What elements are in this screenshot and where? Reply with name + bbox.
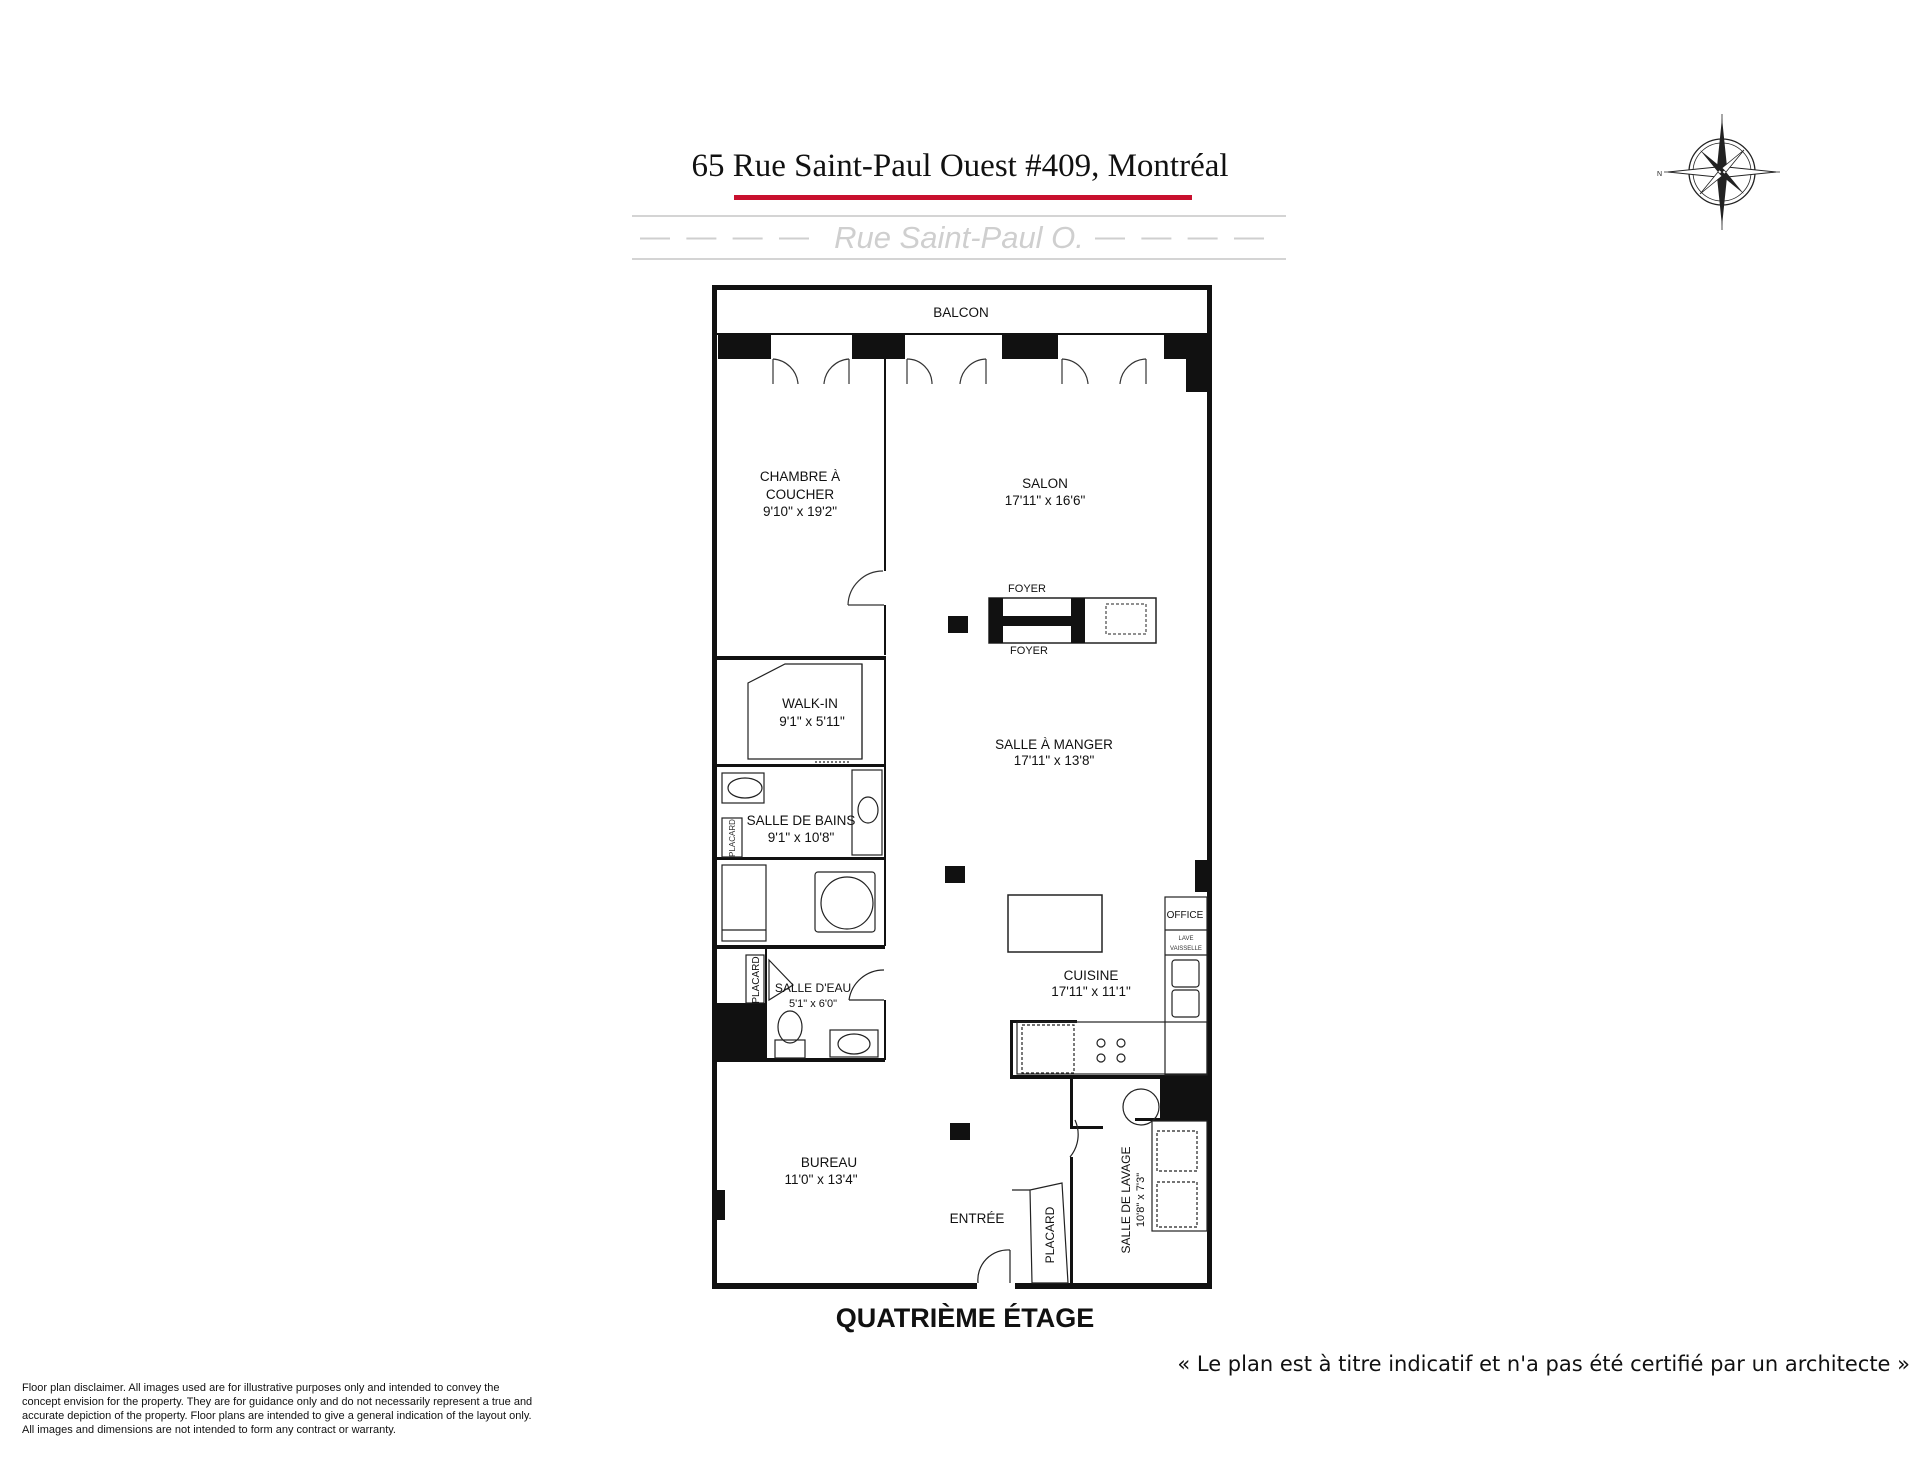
street-dashes-left: — — — — <box>640 220 814 253</box>
room-name-salon: SALON <box>1022 476 1068 491</box>
certification-note: « Le plan est à titre indicatif et n'a pas été certifié par un architecte » <box>1177 1352 1910 1376</box>
disclaimer-line: All images and dimensions are not intended to form any contract or warranty. <box>22 1424 396 1436</box>
room-name-salle-de-bains: SALLE DE BAINS <box>746 813 856 828</box>
room-name-salle-a-manger: SALLE À MANGER <box>995 737 1113 752</box>
room-name-salle-de-lavage: SALLE DE LAVAGE <box>1119 1146 1133 1254</box>
room-name-placard-entree: PLACARD <box>1043 1206 1057 1264</box>
room-name-balcon: BALCON <box>933 305 989 320</box>
room-name-placard-bains: PLACARD <box>728 819 737 857</box>
room-name-lave-vaisselle-line2: VAISSELLE <box>1170 946 1202 952</box>
disclaimer-line: accurate depiction of the property. Floor plans are intended to give a general indication of the layout only. <box>22 1410 532 1422</box>
balcony-wall <box>712 333 1212 392</box>
room-dims-bureau: 11'0" x 13'4" <box>784 1172 858 1187</box>
bathroom-fixtures <box>722 770 882 941</box>
room-name-chambre-line2: COUCHER <box>765 487 835 502</box>
entrance-area <box>978 1120 1078 1283</box>
room-dims-cuisine: 17'11" x 11'1" <box>1051 984 1131 999</box>
floor-name: QUATRIÈME ÉTAGE <box>835 1303 1095 1333</box>
disclaimer-line: Floor plan disclaimer. All images used are for illustrative purposes only and intended to convey the <box>22 1382 500 1394</box>
room-name-walk-in: WALK-IN <box>782 696 838 711</box>
room-name-foyer-bottom: FOYER <box>1010 645 1048 657</box>
street-label: Rue Saint-Paul O. <box>834 220 1084 255</box>
room-name-lave-vaisselle-line1: LAVE <box>1178 936 1194 942</box>
room-dims-chambre: 9'10" x 19'2" <box>762 504 838 519</box>
room-name-entree: ENTRÉE <box>949 1211 1005 1226</box>
room-name-cuisine: CUISINE <box>1063 968 1119 983</box>
room-name-bureau: BUREAU <box>800 1155 858 1170</box>
disclaimer-line: concept envision for the property. They are for guidance only and do not necessarily represent a true and <box>22 1396 533 1408</box>
balcony-doors <box>773 359 1146 384</box>
walk-in-closet <box>748 664 862 762</box>
structural-pillars <box>945 616 970 1140</box>
room-dims-salle-deau: 5'1" x 6'0" <box>788 998 838 1010</box>
room-name-placard-eau: PLACARD <box>751 956 762 1004</box>
fireplace <box>989 598 1156 643</box>
room-dims-walk-in: 9'1" x 5'11" <box>779 714 845 729</box>
room-name-foyer-top: FOYER <box>1008 583 1046 595</box>
room-dims-salle-a-manger: 17'11" x 13'8" <box>1013 753 1095 768</box>
room-name-chambre-line1: CHAMBRE À <box>759 469 841 484</box>
room-name-salle-deau: SALLE D'EAU <box>774 981 852 995</box>
floor-plan-disclaimer <box>22 1381 612 1437</box>
room-name-office: OFFICE <box>1166 910 1204 921</box>
kitchen-island <box>1008 895 1102 952</box>
room-dims-salle-de-bains: 9'1" x 10'8" <box>767 830 835 845</box>
page-title: 65 Rue Saint-Paul Ouest #409, Montréal <box>691 148 1229 184</box>
room-dims-salon: 17'11" x 16'6" <box>1004 493 1086 508</box>
street-dashes-right: — — — — <box>1095 220 1269 253</box>
room-dims-salle-de-lavage: 10'8" x 7'3" <box>1135 1172 1147 1228</box>
compass-north-letter: N <box>1657 171 1663 178</box>
bedroom-door <box>848 571 884 605</box>
